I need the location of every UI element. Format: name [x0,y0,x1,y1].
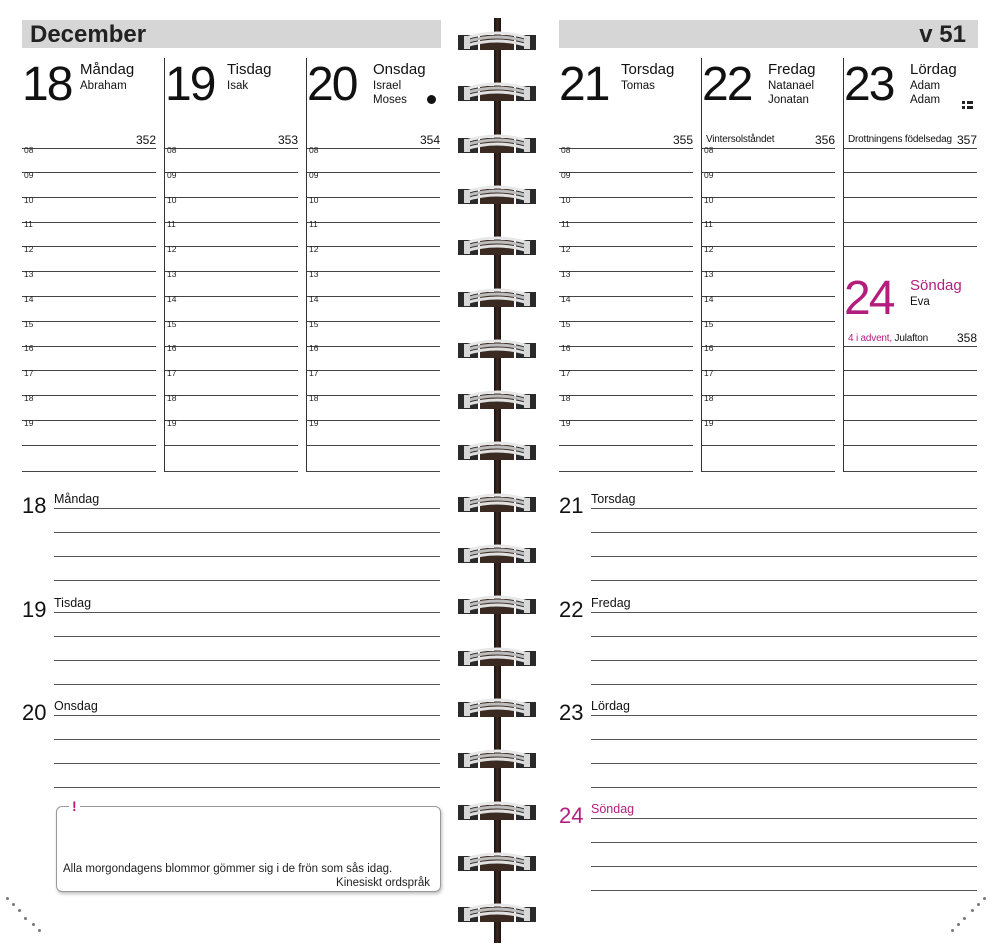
divider [165,471,298,472]
month-header-bar [22,20,441,48]
hour-line [702,197,835,198]
hour-line [307,346,440,347]
hour-line [22,420,156,421]
hour-label: 15 [309,318,319,329]
hour-label: 11 [167,219,176,230]
hour-line [22,395,156,396]
hour-line [22,197,156,198]
hour-line [559,222,693,223]
hour-line [22,296,156,297]
divider [307,148,440,149]
hour-line [559,346,693,347]
spiral-ring [456,440,538,464]
hour-label: 11 [704,219,713,230]
hour-line [559,420,693,421]
hour-label: 08 [167,145,177,155]
hour-line [165,222,298,223]
hour-label: 08 [561,145,571,155]
hour-line [844,222,977,223]
sunday-day-number: 24 [844,272,894,325]
hour-label: 17 [167,368,177,379]
notes-weekday-name: Torsdag [591,492,636,506]
divider [165,148,298,149]
write-line[interactable] [591,866,977,867]
notes-day-number: 24 [559,803,584,828]
hour-label: 08 [24,145,34,155]
hour-line [844,445,977,446]
hour-label: 12 [561,244,571,255]
weekday-name: Lördag [910,61,957,78]
hour-label: 08 [704,145,714,155]
hour-line [307,296,440,297]
hour-line [165,420,298,421]
write-line[interactable] [54,612,440,613]
hour-label: 09 [561,169,571,180]
hour-line [22,346,156,347]
hour-line [22,172,156,173]
hour-label: 08 [309,145,319,155]
hour-line [844,172,977,173]
day-note: Vintersolståndet [706,134,775,145]
nameday: Isak [227,80,249,92]
day-number: 23 [844,58,894,111]
hour-label: 09 [309,169,319,180]
hour-line [307,222,440,223]
nameday: Eva [910,296,930,308]
write-line[interactable] [54,739,440,740]
weekday-name: Tisdag [227,61,272,78]
day-of-year: 353 [277,133,298,147]
day-column-22 [701,58,835,472]
spiral-ring [456,492,538,516]
hour-line [22,321,156,322]
spiral-ring [456,81,538,105]
divider [844,148,977,149]
hour-label: 18 [704,393,714,403]
notes-day-number: 19 [22,597,47,622]
divider [559,471,693,472]
write-line[interactable] [591,763,977,764]
hour-label: 13 [561,269,571,279]
day-of-year: 357 [956,133,977,147]
spiral-ring [456,851,538,875]
hour-line [307,395,440,396]
hour-label: 14 [24,293,34,304]
hour-label: 19 [24,417,34,428]
quote-source: Kinesiskt ordspråk [336,877,430,889]
nameday: Natanael [768,80,815,92]
hour-line [307,246,440,247]
hour-line [702,271,835,272]
write-line[interactable] [591,532,977,533]
spiral-ring [456,543,538,567]
write-line[interactable] [591,580,977,581]
hour-label: 15 [167,318,177,329]
write-line[interactable] [591,842,977,843]
write-line[interactable] [591,890,977,891]
notes-day-number: 21 [559,493,584,518]
hour-label: 19 [561,417,571,428]
write-line[interactable] [54,636,440,637]
week-number: v 51 [919,21,966,48]
notes-day-number: 20 [22,700,47,725]
write-line[interactable] [54,508,440,509]
hour-line [307,445,440,446]
hour-label: 14 [309,293,319,304]
day-column-18 [22,58,156,472]
hour-line [165,321,298,322]
divider [559,148,693,149]
hour-label: 17 [704,368,714,379]
week-header-bar [559,20,978,48]
hour-label: 13 [24,269,34,279]
hour-label: 09 [704,169,714,180]
spiral-ring [456,800,538,824]
notes-weekday-name: Onsdag [54,699,98,713]
hour-line [844,420,977,421]
write-line[interactable] [54,532,440,533]
nameday: Tomas [621,80,655,92]
hour-label: 15 [24,318,34,329]
day-column-23 [843,58,977,472]
hour-label: 19 [167,417,177,428]
hour-line [844,246,977,247]
hour-line [307,420,440,421]
weekday-name: Torsdag [621,61,675,78]
hour-line [307,197,440,198]
hour-line [22,222,156,223]
hour-label: 13 [309,269,319,279]
hour-line [702,370,835,371]
hour-line [165,271,298,272]
day-of-year: 358 [956,331,977,345]
divider [702,471,835,472]
hour-label: 14 [167,293,177,304]
nameday: Abraham [80,80,127,92]
write-line[interactable] [591,612,977,613]
hour-line [844,370,977,371]
day-column-21 [559,58,693,472]
hour-label: 18 [561,393,571,403]
spiral-ring [456,646,538,670]
notes-day-number: 22 [559,597,584,622]
hour-line [307,321,440,322]
divider [844,471,977,472]
write-line[interactable] [54,715,440,716]
hour-label: 09 [24,169,34,180]
sunday-weekday-name: Söndag [910,277,962,294]
hour-line [559,172,693,173]
hour-label: 13 [167,269,177,279]
hour-label: 15 [704,318,714,329]
hour-line [702,321,835,322]
spiral-ring [456,594,538,618]
quote-box [56,798,441,892]
hour-label: 15 [561,318,571,329]
nameday: Adam [910,94,941,106]
exclamation-icon: ! [69,798,80,814]
hour-label: 16 [24,343,34,354]
day-of-year: 352 [135,133,156,147]
hour-label: 16 [309,343,319,354]
hour-line [559,296,693,297]
write-line[interactable] [591,715,977,716]
day-column-20 [306,58,440,472]
spiral-ring [456,902,538,926]
hour-line [165,296,298,297]
hour-label: 17 [561,368,571,379]
hour-label: 10 [24,194,34,205]
write-line[interactable] [591,508,977,509]
hour-line [702,395,835,396]
hour-line [844,197,977,198]
divider [702,148,835,149]
write-line[interactable] [54,684,440,685]
write-line[interactable] [591,556,977,557]
holiday-label: Julafton [894,333,928,344]
hour-line [844,395,977,396]
spiral-ring [456,748,538,772]
hour-label: 10 [309,194,319,205]
hour-label: 18 [309,393,319,403]
notes-weekday-name: Måndag [54,492,100,506]
hour-label: 09 [167,169,177,180]
nameday: Adam [910,80,941,92]
write-line[interactable] [54,660,440,661]
day-number: 22 [702,58,752,111]
spiral-binding [450,0,545,946]
hour-line [22,271,156,272]
spiral-ring [456,287,538,311]
hour-label: 17 [24,368,34,379]
divider [307,471,440,472]
day-of-year: 356 [814,133,835,147]
hour-line [702,445,835,446]
day-of-year: 355 [672,133,693,147]
write-line[interactable] [591,818,977,819]
spiral-ring [456,30,538,54]
hour-line [307,271,440,272]
hour-line [165,370,298,371]
hour-line [702,222,835,223]
spiral-ring [456,338,538,362]
swedish-flag-icon [962,96,973,104]
notes-weekday-name: Tisdag [54,596,92,610]
day-column-19 [164,58,298,472]
spiral-ring [456,133,538,157]
hour-label: 18 [24,393,34,403]
hour-line [165,197,298,198]
weekday-name: Måndag [80,61,135,78]
hour-line [559,370,693,371]
nameday: Israel [373,80,402,92]
hour-line [22,445,156,446]
write-line[interactable] [591,636,977,637]
hour-line [165,172,298,173]
hour-label: 10 [704,194,714,205]
notes-weekday-name: Lördag [591,699,630,713]
hour-line [165,395,298,396]
hour-label: 11 [24,219,33,230]
write-line[interactable] [54,787,440,788]
hour-label: 19 [309,417,319,428]
hour-line [559,445,693,446]
hour-line [165,445,298,446]
write-line[interactable] [54,556,440,557]
write-line[interactable] [591,787,977,788]
notes-day-number: 18 [22,493,47,518]
hour-line [22,246,156,247]
hour-label: 18 [167,393,177,403]
hour-line [165,346,298,347]
divider [22,148,156,149]
hour-label: 12 [704,244,714,255]
hour-line [559,197,693,198]
hour-line [165,246,298,247]
nameday: Jonatan [768,94,809,106]
spiral-ring [456,184,538,208]
hour-line [559,395,693,396]
hour-label: 11 [309,219,318,230]
sunday-note [848,333,928,344]
hour-line [559,271,693,272]
hour-label: 10 [167,194,177,205]
write-line[interactable] [591,660,977,661]
weekday-name: Onsdag [373,61,426,78]
hour-label: 12 [24,244,34,255]
hour-line [307,172,440,173]
hour-label: 19 [704,417,714,428]
divider [22,471,156,472]
hour-line [559,246,693,247]
hour-label: 16 [167,343,177,354]
full-moon-icon [427,95,436,104]
hour-label: 11 [561,219,570,230]
left-page [0,0,450,946]
notes-weekday-name: Fredag [591,596,631,610]
notes-weekday-name: Söndag [591,802,635,816]
day-number: 19 [165,58,215,111]
spiral-ring [456,389,538,413]
nameday: Moses [373,94,407,106]
quote-text: Alla morgondagens blommor gömmer sig i de frön som sås idag. [63,863,393,875]
write-line[interactable] [54,763,440,764]
hour-label: 14 [561,293,571,304]
hour-line [702,246,835,247]
hour-label: 13 [704,269,714,279]
month-title: December [30,21,147,48]
spiral-ring [456,235,538,259]
advent-label: 4 i advent, [848,333,892,344]
hour-line [702,172,835,173]
hour-label: 14 [704,293,714,304]
hour-label: 16 [561,343,571,354]
hour-line [307,370,440,371]
day-of-year: 354 [419,133,440,147]
hour-line [702,346,835,347]
write-line[interactable] [591,739,977,740]
day-number: 21 [559,58,609,111]
spiral-ring [456,697,538,721]
right-page [545,0,999,946]
weekday-name: Fredag [768,61,816,78]
hour-label: 12 [309,244,319,255]
hour-label: 10 [561,194,571,205]
hour-line [702,296,835,297]
hour-label: 17 [309,368,319,379]
day-note: Drottningens födelsedag [848,134,952,145]
day-number: 20 [307,58,357,111]
write-line[interactable] [591,684,977,685]
day-number: 18 [22,58,72,111]
hour-line [559,321,693,322]
hour-label: 16 [704,343,714,354]
hour-line [702,420,835,421]
divider [844,346,977,347]
hour-line [22,370,156,371]
write-line[interactable] [54,580,440,581]
hour-label: 12 [167,244,177,255]
notes-day-number: 23 [559,700,584,725]
